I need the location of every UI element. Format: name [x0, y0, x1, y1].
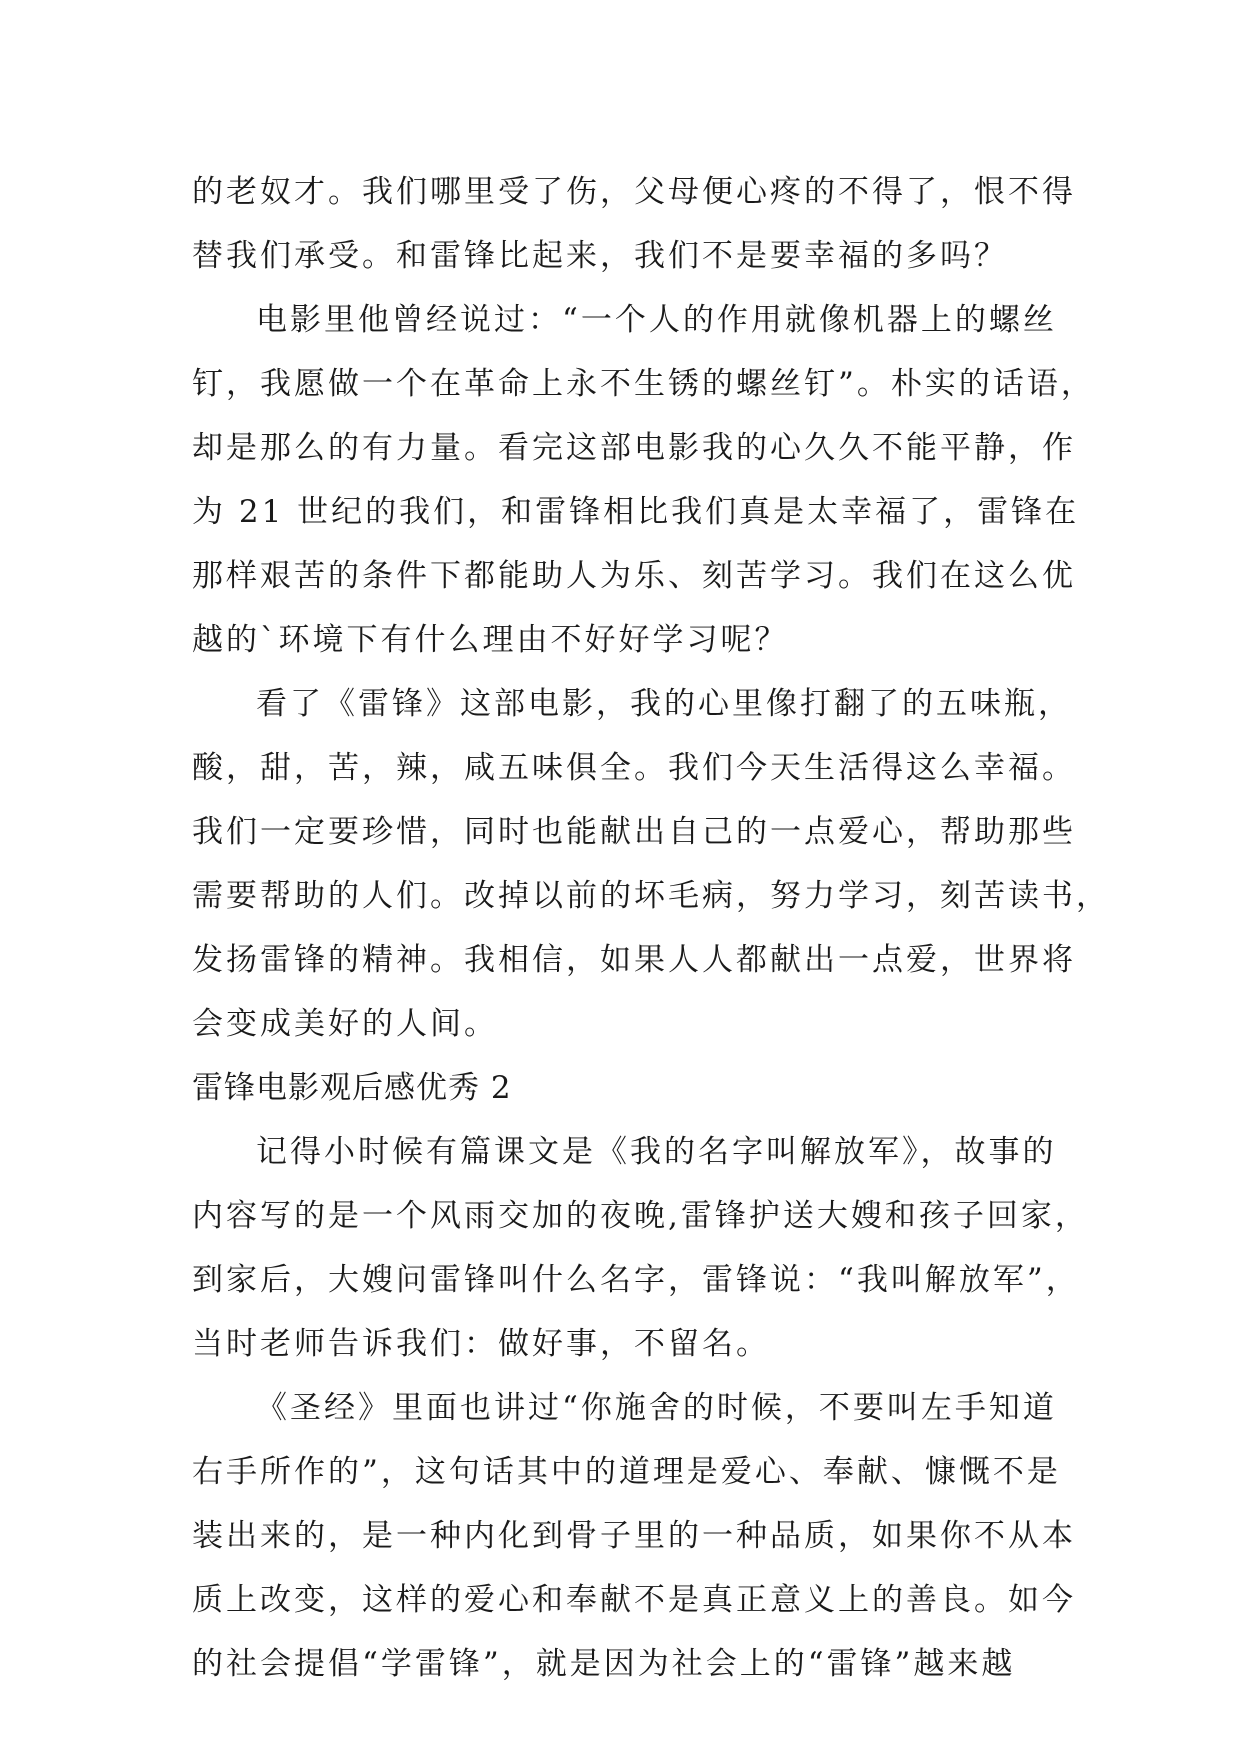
text-line: 却是那么的有力量。看完这部电影我的心久久不能平静，作	[192, 430, 1076, 466]
text-line: 的老奴才。我们哪里受了伤，父母便心疼的不得了，恨不得	[192, 174, 1076, 210]
text-line: 酸，甜，苦，辣，咸五味俱全。我们今天生活得这么幸福。	[192, 750, 1076, 786]
text-line: 的社会提倡“学雷锋”，就是因为社会上的“雷锋”越来越	[192, 1646, 1016, 1682]
essay-body	[192, 160, 1110, 1696]
text-line: 当时老师告诉我们：做好事，不留名。	[192, 1326, 770, 1362]
text-line: 内容写的是一个风雨交加的夜晚,雷锋护送大嫂和孩子回家，	[192, 1198, 1089, 1234]
paragraph-start-line: 《圣经》里面也讲过“你施舍的时候，不要叫左手知道	[256, 1390, 1057, 1426]
paragraph-start-line: 记得小时候有篇课文是《我的名字叫解放军》，故事的	[256, 1134, 1057, 1170]
text-line: 为 21 世纪的我们，和雷锋相比我们真是太幸福了，雷锋在	[192, 494, 1080, 530]
text-line: 我们一定要珍惜，同时也能献出自己的一点爱心，帮助那些	[192, 814, 1076, 850]
text-line: 装出来的，是一种内化到骨子里的一种品质，如果你不从本	[192, 1518, 1076, 1554]
text-line: 会变成美好的人间。	[192, 1006, 498, 1042]
text-line: 钉，我愿做一个在革命上永不生锈的螺丝钉”。朴实的话语，	[192, 366, 1095, 402]
text-line: 那样艰苦的条件下都能助人为乐、刻苦学习。我们在这么优	[192, 558, 1076, 594]
text-line: 替我们承受。和雷锋比起来，我们不是要幸福的多吗？	[192, 238, 1008, 274]
text-line: 右手所作的”，这句话其中的道理是爱心、奉献、慷慨不是	[192, 1454, 1061, 1490]
text-line: 发扬雷锋的精神。我相信，如果人人都献出一点爱，世界将	[192, 942, 1076, 978]
text-line: 质上改变，这样的爱心和奉献不是真正意义上的善良。如今	[192, 1582, 1076, 1618]
text-line: 越的`环境下有什么理由不好好学习呢？	[192, 622, 789, 658]
paragraph-start-line: 看了《雷锋》这部电影，我的心里像打翻了的五味瓶，	[256, 686, 1072, 722]
text-line: 到家后，大嫂问雷锋叫什么名字，雷锋说：“我叫解放军”，	[192, 1262, 1080, 1298]
section-title: 雷锋电影观后感优秀 2	[192, 1070, 512, 1106]
paragraph-start-line: 电影里他曾经说过：“一个人的作用就像机器上的螺丝	[256, 302, 1057, 338]
text-line: 需要帮助的人们。改掉以前的坏毛病，努力学习，刻苦读书，	[192, 878, 1110, 914]
